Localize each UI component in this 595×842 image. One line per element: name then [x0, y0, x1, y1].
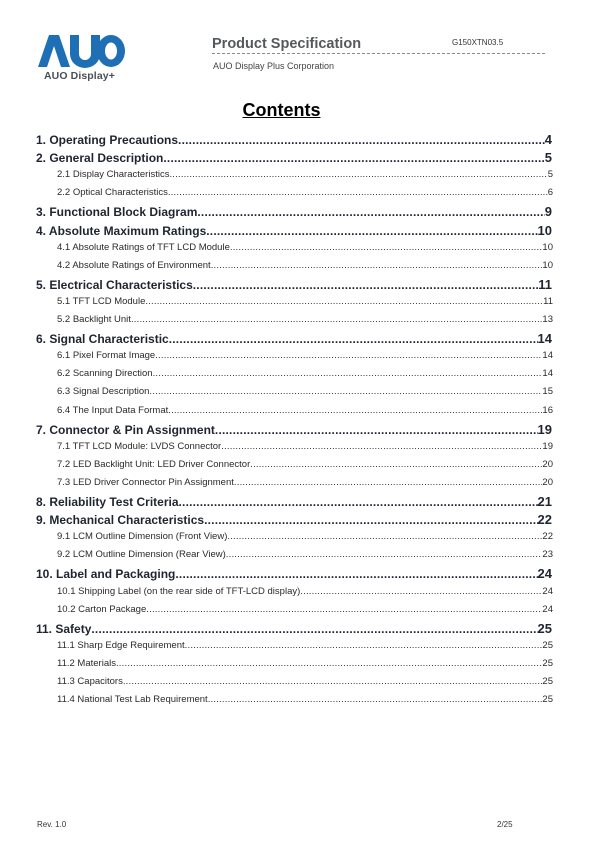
toc-leader-dots	[300, 586, 542, 597]
document-title: Product Specification	[212, 36, 362, 52]
toc-entry-page: 19	[537, 421, 552, 437]
toc-subsection-entry[interactable]	[57, 312, 553, 325]
toc-entry-page: 25	[542, 639, 553, 651]
toc-leader-dots	[221, 441, 542, 452]
toc-leader-dots	[153, 368, 543, 379]
toc-section-entry[interactable]	[36, 222, 552, 238]
toc-entry-page: 25	[537, 620, 552, 636]
toc-subsection-entry[interactable]	[57, 348, 553, 361]
contents-heading: Contents	[242, 100, 321, 120]
toc-subsection-entry[interactable]	[57, 547, 553, 560]
toc-entry-page: 25	[542, 657, 553, 669]
toc-entry-page: 15	[542, 386, 553, 398]
toc-leader-dots	[204, 513, 537, 527]
toc-subsection-entry[interactable]	[57, 656, 553, 669]
toc-subsection-entry[interactable]	[57, 403, 553, 416]
toc-leader-dots	[175, 567, 537, 581]
toc-entry-page: 10	[537, 222, 552, 238]
toc-entry-label: 6.4 The Input Data Format	[57, 404, 169, 416]
toc-entry-label: 4.1 Absolute Ratings of TFT LCD Module	[57, 241, 230, 253]
toc-entry-page: 13	[542, 314, 553, 325]
toc-section-entry[interactable]	[36, 421, 552, 437]
toc-entry-label: 2.2 Optical Characteristics	[57, 187, 168, 199]
toc-leader-dots	[168, 405, 542, 416]
toc-leader-dots	[197, 205, 544, 219]
toc-entry-label: 11.3 Capacitors	[57, 676, 123, 687]
toc-entry-page: 10	[542, 259, 553, 271]
toc-leader-dots	[123, 676, 543, 687]
toc-entry-page: 11	[538, 276, 552, 292]
toc-subsection-entry[interactable]	[57, 167, 553, 180]
toc-entry-label: 11.4 National Test Lab Requirement	[57, 694, 208, 706]
toc-subsection-entry[interactable]	[57, 457, 553, 470]
toc-entry-page: 25	[542, 676, 553, 687]
toc-leader-dots	[250, 459, 542, 470]
toc-entry-label: 6. Signal Characteristic	[36, 332, 169, 347]
toc-entry-page: 16	[542, 404, 553, 416]
toc-entry-label: 7.1 TFT LCD Module: LVDS Connector	[57, 440, 222, 452]
logo-subtitle: AUO Display+	[44, 70, 115, 82]
toc-section-entry[interactable]	[36, 511, 552, 527]
toc-entry-label: 7.2 LED Backlight Unit: LED Driver Connector	[57, 458, 251, 470]
toc-subsection-entry[interactable]	[57, 674, 553, 687]
toc-entry-page: 24	[542, 585, 553, 597]
toc-entry-page: 5	[547, 169, 553, 181]
toc-leader-dots	[169, 169, 547, 180]
toc-entry-page: 19	[542, 440, 553, 452]
toc-entry-label: 10. Label and Packaging	[36, 567, 176, 582]
toc-section-entry[interactable]	[36, 565, 552, 581]
toc-subsection-entry[interactable]	[57, 529, 553, 542]
company-name: AUO Display Plus Corporation	[213, 61, 335, 71]
toc-section-entry[interactable]	[36, 276, 552, 292]
toc-subsection-entry[interactable]	[57, 692, 553, 705]
toc-leader-dots	[227, 531, 542, 542]
toc-entry-label: 7. Connector & Pin Assignment	[36, 422, 215, 437]
toc-leader-dots	[163, 151, 544, 165]
toc-entry-label: 11.1 Sharp Edge Requirement	[57, 639, 185, 651]
revision-label: Rev. 1.0	[37, 820, 67, 829]
toc-entry-label: 9. Mechanical Characteristics	[36, 513, 205, 528]
toc-entry-label: 7.3 LED Driver Connector Pin Assignment	[57, 476, 234, 488]
toc-entry-label: 11. Safety	[36, 621, 92, 636]
toc-leader-dots	[193, 278, 538, 292]
toc-leader-dots	[131, 314, 542, 325]
toc-section-entry[interactable]	[36, 620, 552, 636]
model-number: G150XTN03.5	[452, 38, 504, 47]
toc-leader-dots	[169, 332, 538, 346]
toc-subsection-entry[interactable]	[57, 294, 553, 307]
toc-subsection-entry[interactable]	[57, 584, 553, 597]
toc-entry-label: 1. Operating Precautions	[36, 133, 179, 147]
toc-entry-label: 8. Reliability Test Criteria	[36, 495, 179, 509]
toc-entry-label: 4. Absolute Maximum Ratings	[36, 223, 207, 238]
toc-leader-dots	[179, 495, 538, 509]
toc-entry-label: 9.1 LCM Outline Dimension (Front View)	[57, 531, 228, 543]
toc-leader-dots	[226, 549, 543, 560]
toc-entry-page: 14	[542, 368, 553, 380]
toc-subsection-entry[interactable]	[57, 638, 553, 651]
toc-entry-page: 5	[544, 150, 552, 166]
toc-entry-label: 10.2 Carton Package	[57, 603, 147, 615]
toc-entry-page: 20	[542, 458, 553, 470]
toc-leader-dots	[234, 477, 543, 488]
toc-entry-page: 4	[544, 132, 552, 147]
toc-entry-label: 5. Electrical Characteristics	[36, 277, 193, 292]
toc-entry-page: 10	[542, 241, 553, 253]
toc-entry-label: 4.2 Absolute Ratings of Environment	[57, 259, 211, 271]
toc-entry-page: 24	[537, 566, 552, 582]
toc-subsection-entry[interactable]	[57, 439, 553, 452]
toc-section-entry[interactable]	[36, 330, 552, 346]
toc-entry-label: 6.3 Signal Description	[57, 386, 150, 398]
toc-entry-page: 9	[544, 204, 552, 220]
toc-leader-dots	[211, 260, 543, 271]
toc-subsection-entry[interactable]	[57, 475, 553, 488]
page-number: 2/25	[497, 820, 513, 829]
toc-subsection-entry[interactable]	[57, 602, 553, 615]
toc-leader-dots	[215, 423, 538, 437]
toc-leader-dots	[168, 187, 548, 198]
header-divider	[212, 53, 545, 54]
toc-leader-dots	[155, 350, 542, 361]
toc-leader-dots	[91, 622, 537, 636]
toc-entry-label: 5.2 Backlight Unit	[57, 314, 131, 325]
toc-subsection-entry[interactable]	[57, 240, 553, 253]
toc-leader-dots	[206, 224, 537, 238]
toc-entry-page: 22	[537, 512, 552, 528]
toc-entry-page: 25	[542, 694, 553, 706]
toc-subsection-entry[interactable]	[57, 185, 553, 198]
toc-leader-dots	[116, 658, 542, 669]
toc-entry-page: 24	[542, 603, 553, 615]
toc-subsection-entry[interactable]	[57, 258, 553, 271]
toc-entry-label: 5.1 TFT LCD Module	[57, 295, 146, 307]
toc-section-entry[interactable]	[36, 131, 552, 147]
toc-subsection-entry[interactable]	[57, 384, 553, 397]
toc-section-entry[interactable]	[36, 493, 552, 509]
toc-entry-page: 23	[542, 549, 553, 561]
toc-entry-page: 14	[537, 331, 552, 347]
auo-logo-mark	[38, 34, 126, 68]
toc-entry-label: 2.1 Display Characteristics	[57, 169, 170, 181]
toc-subsection-entry[interactable]	[57, 366, 553, 379]
toc-entry-label: 3. Functional Block Diagram	[36, 205, 198, 220]
toc-entry-label: 11.2 Materials	[57, 657, 116, 669]
toc-leader-dots	[145, 296, 543, 307]
toc-entry-page: 14	[542, 350, 553, 362]
toc-entry-label: 2. General Description	[36, 151, 164, 166]
toc-entry-label: 9.2 LCM Outline Dimension (Rear View)	[57, 549, 226, 561]
toc-entry-page: 21	[537, 494, 552, 509]
toc-entry-label: 6.1 Pixel Format Image	[57, 350, 156, 362]
toc-entry-page: 22	[542, 531, 553, 543]
toc-section-entry[interactable]	[36, 149, 552, 165]
toc-entry-label: 10.1 Shipping Label (on the rear side of TFT-LCD display)	[57, 585, 301, 597]
toc-leader-dots	[178, 133, 545, 147]
toc-entry-page: 6	[547, 187, 553, 199]
toc-leader-dots	[149, 386, 542, 397]
toc-leader-dots	[208, 694, 543, 705]
toc-leader-dots	[185, 640, 543, 651]
toc-leader-dots	[146, 604, 542, 615]
toc-leader-dots	[230, 242, 543, 253]
toc-entry-page: 11	[543, 295, 553, 307]
toc-section-entry[interactable]	[36, 203, 552, 219]
toc-entry-label: 6.2 Scanning Direction	[57, 368, 153, 380]
toc-entry-page: 20	[542, 476, 553, 488]
